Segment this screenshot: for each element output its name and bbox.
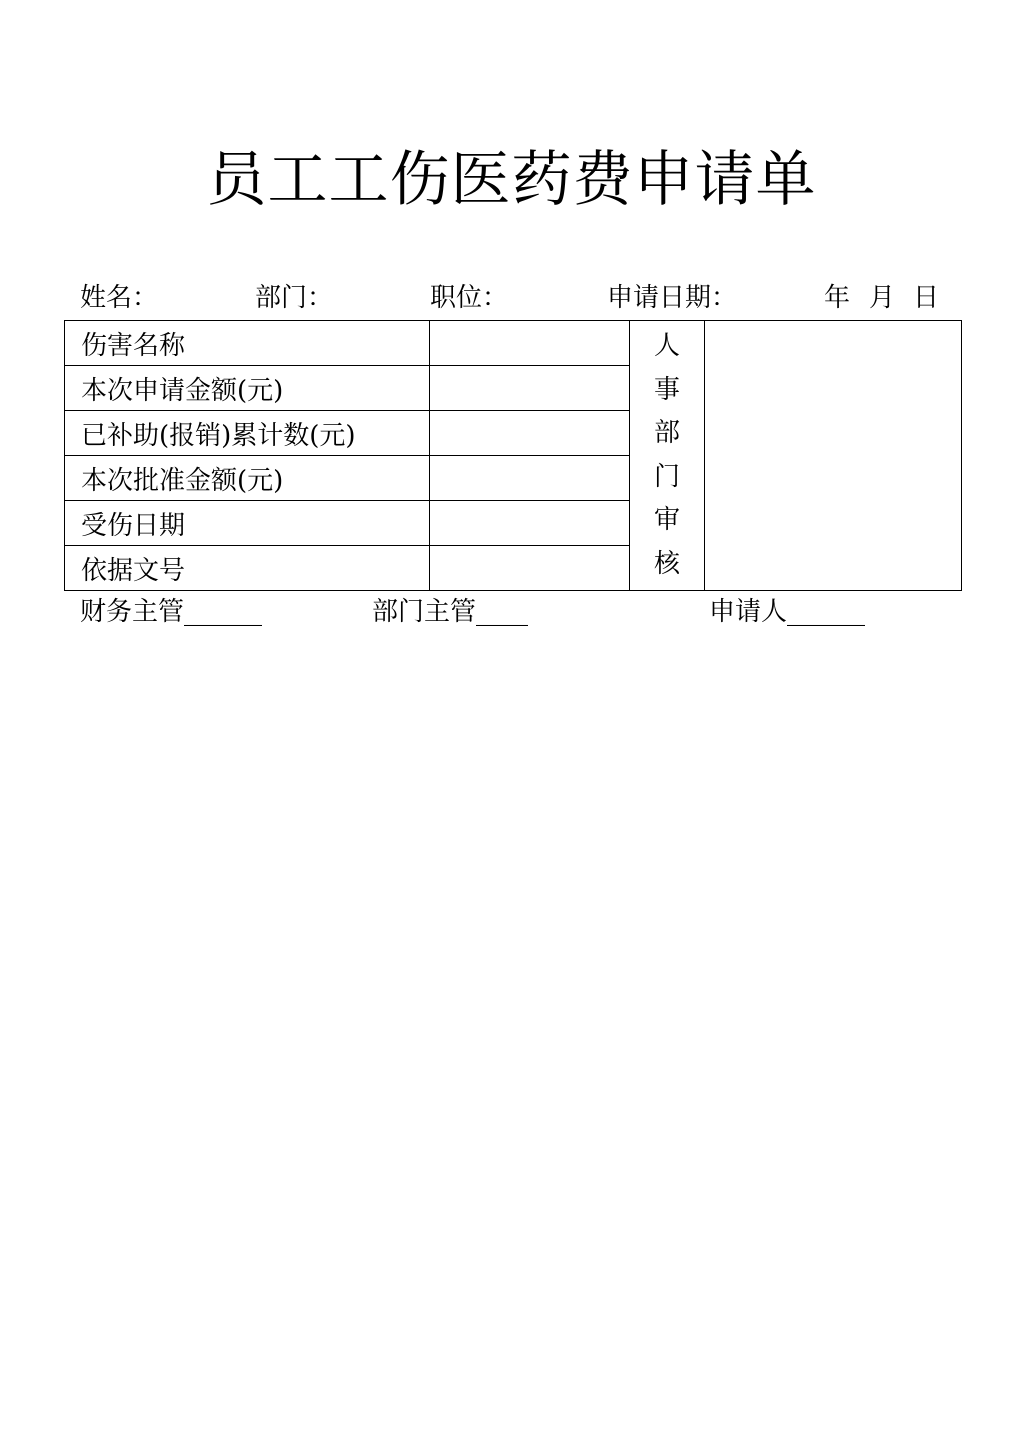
- injury-date-field[interactable]: [430, 501, 630, 546]
- injury-name-field[interactable]: [430, 321, 630, 366]
- claim-form-table: [64, 320, 962, 591]
- reference-number-label: 依据文号: [65, 546, 430, 591]
- applicant-info-row: [0, 280, 1023, 316]
- approved-amount-field[interactable]: [430, 456, 630, 501]
- department-label: 部门：: [255, 283, 334, 313]
- page-title: 员工工伤医药费申请单: [206, 145, 817, 215]
- accumulated-subsidy-label: 已补助(报销)累计数(元): [65, 411, 430, 456]
- hr-review-char: 人: [653, 331, 680, 361]
- hr-review-field[interactable]: [705, 321, 962, 591]
- reference-number-field[interactable]: [430, 546, 630, 591]
- month-label: 月: [869, 283, 896, 313]
- apply-date-label: 申请日期：: [607, 283, 738, 313]
- position-label: 职位：: [430, 283, 509, 313]
- accumulated-subsidy-field[interactable]: [430, 411, 630, 456]
- finance-supervisor-signature: 财务主管______: [80, 597, 263, 627]
- signature-row: [0, 594, 1023, 630]
- day-label: 日: [913, 283, 940, 313]
- year-label: 年: [824, 283, 851, 313]
- current-claim-amount-field[interactable]: [430, 366, 630, 411]
- applicant-signature: 申请人______: [709, 597, 866, 627]
- hr-review-char: 核: [653, 548, 680, 579]
- name-label: 姓名：: [80, 283, 159, 313]
- approved-amount-label: 本次批准金额(元): [65, 456, 430, 501]
- current-claim-amount-label: 本次申请金额(元): [65, 366, 430, 411]
- hr-review-char: 审: [653, 505, 680, 535]
- department-supervisor-signature: 部门主管____: [372, 597, 529, 627]
- table-row: [65, 321, 962, 366]
- hr-review-label: [630, 321, 705, 591]
- hr-review-char: 部: [653, 418, 680, 448]
- hr-review-char: 门: [653, 461, 680, 492]
- injury-date-label: 受伤日期: [65, 501, 430, 546]
- hr-review-char: 事: [653, 374, 680, 405]
- injury-name-label: 伤害名称: [65, 321, 430, 366]
